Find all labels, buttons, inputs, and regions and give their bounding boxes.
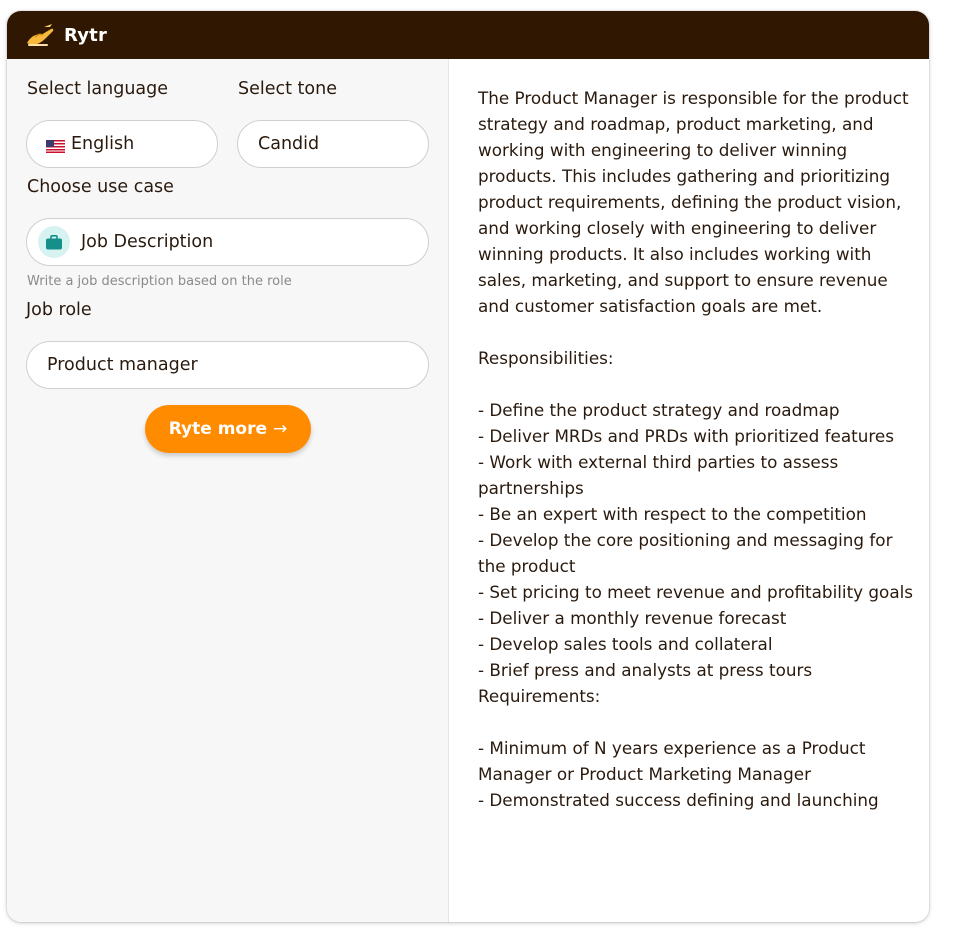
use-case-label: Choose use case — [27, 177, 174, 197]
language-select[interactable] — [26, 120, 218, 168]
writing-hand-icon — [25, 23, 55, 47]
rytr-window — [7, 11, 929, 922]
tone-select[interactable] — [237, 120, 429, 168]
us-flag-icon — [46, 138, 65, 151]
generated-output[interactable]: The Product Manager is responsible for the product strategy and roadmap, product marketing, and working with engineering to deliver winning products. This includes gathering and prioritizing product requirements, defining the product vision, and working closely with engineering to deliver winning products. It also includes working with sales, marketing, and support to ensure revenue and customer satisfaction goals are met. Responsibilities: - Define the product strategy and roadmap - Deliver MRDs and PRDs with prioritized features - Work with external third parties to assess partnerships - Be an expert with respect to the competition - Develop the core positioning and messaging for the product - Set pricing to meet revenue and profitability goals - Deliver a monthly revenue forecast - Develop sales tools and collateral - Brief press and analysts at press tours Requirements: - Minimum of N years experience as a Product Manager or Product Marketing Manager - Demonstrated success defining and launching — [478, 88, 914, 810]
briefcase-icon — [38, 226, 70, 258]
ryte-more-button[interactable] — [145, 405, 311, 453]
arrow-right-icon: → — [273, 419, 288, 439]
tone-label: Select tone — [238, 79, 337, 99]
input-panel — [7, 59, 449, 922]
job-role-value: Product manager — [47, 355, 198, 375]
job-role-label: Job role — [26, 300, 92, 320]
use-case-select[interactable] — [26, 218, 429, 266]
ryte-more-label: Ryte more — [168, 419, 268, 439]
title-bar — [7, 11, 929, 59]
language-label: Select language — [27, 79, 169, 99]
job-role-input[interactable] — [26, 341, 429, 389]
output-panel — [450, 59, 929, 922]
language-value: English — [71, 134, 135, 154]
app-title: Rytr — [64, 24, 108, 46]
use-case-value: Job Description — [81, 232, 214, 252]
tone-value: Candid — [258, 134, 320, 154]
use-case-hint: Write a job description based on the role — [27, 274, 292, 289]
